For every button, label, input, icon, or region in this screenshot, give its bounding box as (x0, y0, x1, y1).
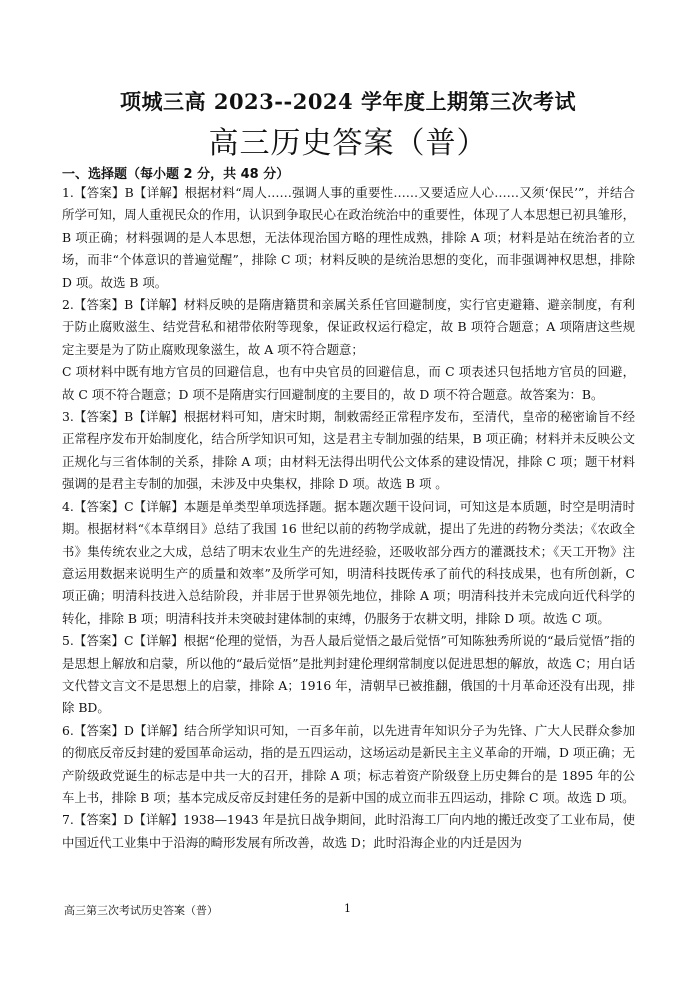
answer-paragraph-4: 4.【答案】C【详解】本题是单类型单项选择题。据本题次题干设问词，可知这是本质题，时空是明清时期。根据材料“《本草纲目》总结了我国 16 世纪以前的药物学成就，提出了先进的药物分类法；《农政全书》集传统农业之大成，总结了明末农业生产的先进经验，还吸收部分西方的灌溉技术；《天工开物》注意运用数据来说明生产的质量和效率”及所学可知，明清科技既传承了前代的科技成果，也有所创新，C 项正确；明清科技进入总结阶段，并非居于世界领先地位，排除 A 项；明清科技并未完成向近代科学的转化，排除 B 项；明清科技并未突破封建体制的束缚，仍服务于农耕文明，排除 D 项。故选 C 项。 (62, 498, 635, 626)
answer-paragraph-6: 6.【答案】D【详解】结合所学知识可知，一百多年前，以先进青年知识分子为先锋、广大人民群众参加的彻底反帝反封建的爱国革命运动，指的是五四运动，这场运动是新民主主义革命的开端，D 项正确；无产阶级政党诞生的标志是中共一大的召开，排除 A 项；标志着资产阶级登上历史舞台的是 1895 年的公车上书，排除 B 项；基本完成反帝反封建任务的是新中国的成立而非五四运动，排除 C 项。故选 D 项。 (62, 722, 635, 805)
answer-paragraph-2: 2.【答案】B【详解】材料反映的是隋唐籍贯和亲属关系任官回避制度，实行官吏避籍、避亲制度，有利于防止腐败滋生、结党营私和裙带依附等现象，保证政权运行稳定，故 B 项符合题意；A 项隋唐这些规定主要是为了防止腐败现象滋生，故 A 项不符合题意； (62, 297, 635, 357)
answer-paragraph-2-cont: C 项材料中既有地方官员的回避信息，也有中央官员的回避信息，而 C 项表述只包括地方官员的回避，故 C 项不符合题意；D 项不是隋唐实行回避制度的主要目的，故 D 项不符合题意。故答案为：B。 (62, 364, 635, 402)
exam-title: 项城三高 2023--2024 学年度上期第三次考试 (120, 89, 576, 114)
answer-paragraph-7: 7.【答案】D【详解】1938—1943 年是抗日战争期间，此时沿海工厂向内地的搬迁改变了工业布局，使中国近代工业集中于沿海的畸形发展有所改善，故选 D；此时沿海企业的内迁是因为 (62, 812, 635, 850)
answer-key-title: 高三历史答案（普） (208, 126, 488, 161)
answer-paragraph-5: 5.【答案】C【详解】根据“伦理的觉悟，为吾人最后觉悟之最后觉悟”可知陈独秀所说的“最后觉悟”指的是思想上解放和启蒙，所以他的“最后觉悟”是批判封建伦理纲常制度以促进思想的解放，故选 C；用白话文代替文言文不是思想上的启蒙，排除 A；1916 年，清朝早已被推翻，俄国的十月革命还没有出现，排除 BD。 (62, 633, 635, 716)
answer-paragraph-1: 1.【答案】B【详解】根据材料“周人……强调人事的重要性……又要适应人心……又须‘保民’”，并结合所学可知，周人重视民众的作用，认识到争取民心在政治统治中的重要性，体现了人本思想已初具雏形，B 项正确；材料强调的是人本思想，无法体现治国方略的理性成熟，排除 A 项；材料是站在统治者的立场，而非“个体意识的普遍觉醒”，排除 C 项；材料反映的是统治思想的变化，而非强调神权思想，排除 D 项。故选 B 项。 (62, 185, 635, 290)
answers-body (62, 182, 635, 854)
page-number: 1 (344, 902, 351, 915)
footer-document-name: 高三第三次考试历史答案（普） (64, 904, 218, 917)
section-heading: 一、选择题（每小题 2 分，共 48 分） (62, 167, 290, 182)
answer-paragraph-3: 3.【答案】B【详解】根据材料可知，唐宋时期，制敕需经正常程序发布，至清代，皇帝的秘密谕旨不经正常程序发布开始制度化，结合所学知识可知，这是君主专制加强的结果，B 项正确；材料并未反映公文正规化与三省体制的关系，排除 A 项；由材料无法得出明代公文体系的建设情况，排除 C 项；题干材料强调的是君主专制的加强，未涉及中央集权，排除 D 项。故选 B 项 。 (62, 409, 635, 492)
